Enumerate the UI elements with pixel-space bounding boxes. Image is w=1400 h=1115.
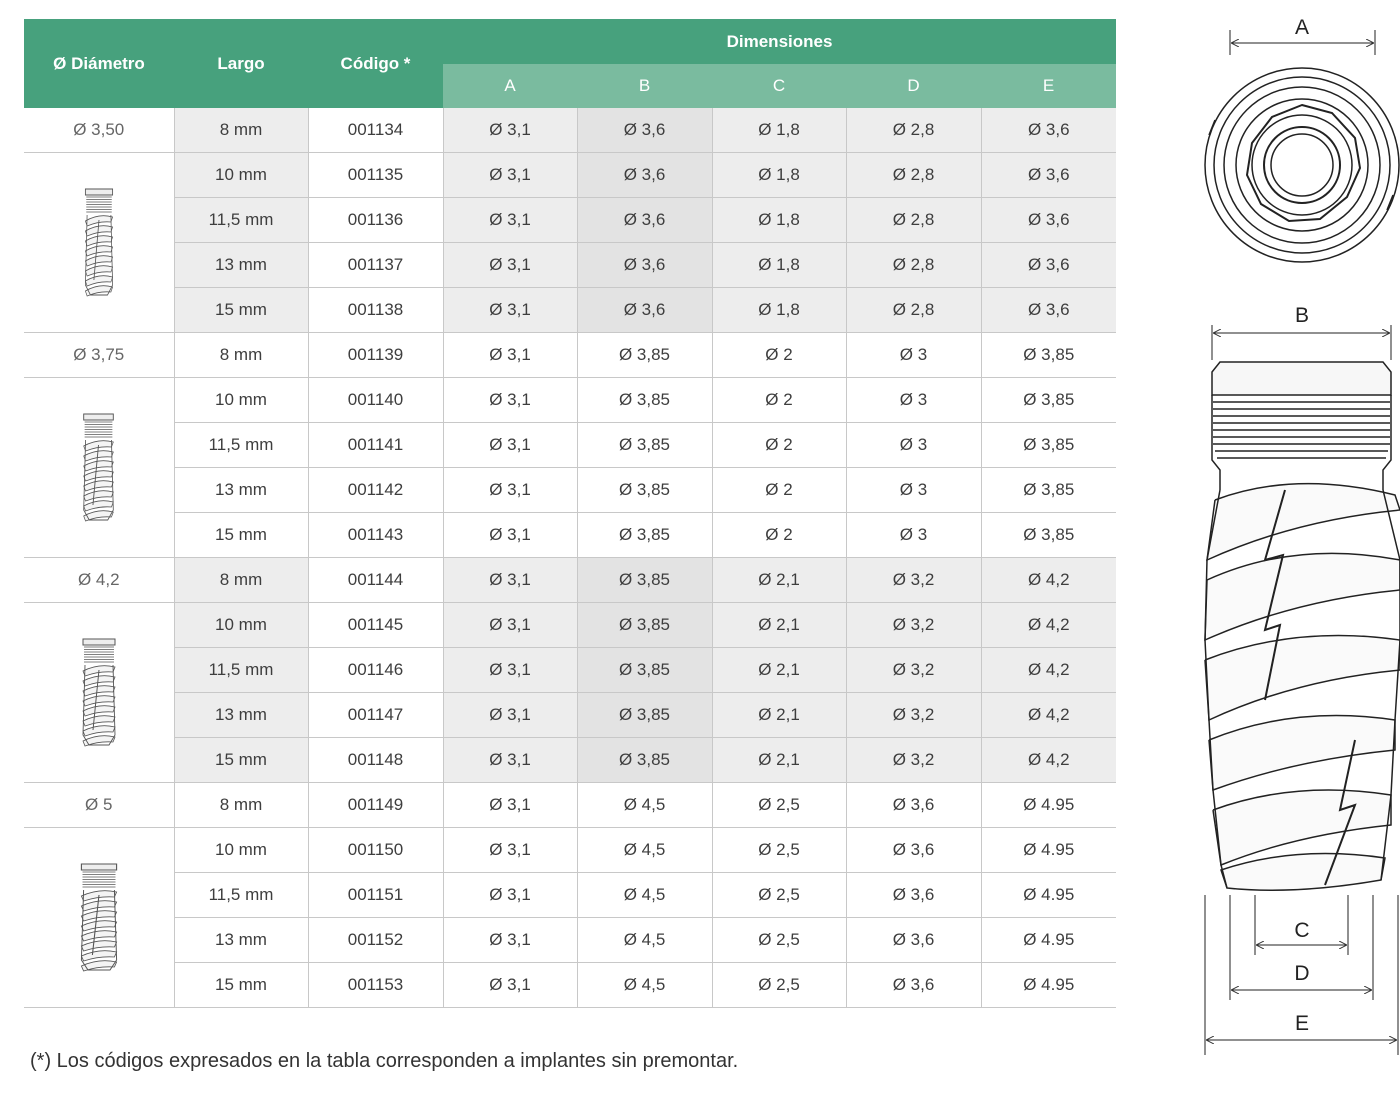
dim-e-cell: Ø 3,85: [981, 423, 1116, 468]
dim-c-cell: Ø 2,5: [712, 873, 846, 918]
table-row: [24, 468, 1116, 513]
table-row: [24, 423, 1116, 468]
implant-thumbnail-icon: [77, 860, 121, 975]
dim-c-cell: Ø 2: [712, 513, 846, 558]
dim-c-cell: Ø 1,8: [712, 243, 846, 288]
implant-top-view: [1205, 30, 1399, 262]
codigo-cell: 001149: [308, 783, 443, 828]
table-row: [24, 198, 1116, 243]
codigo-cell: 001152: [308, 918, 443, 963]
dim-e-cell: Ø 4.95: [981, 963, 1116, 1008]
dim-a-cell: Ø 3,1: [443, 918, 577, 963]
dim-c-cell: Ø 2,1: [712, 693, 846, 738]
dim-d-cell: Ø 3,6: [846, 873, 981, 918]
header-codigo: Código *: [308, 19, 443, 108]
dim-c-cell: Ø 1,8: [712, 198, 846, 243]
implant-side-view: [1205, 325, 1400, 1055]
dim-a-cell: Ø 3,1: [443, 198, 577, 243]
dim-b-cell: Ø 4,5: [577, 783, 712, 828]
header-dimensiones: Dimensiones: [443, 19, 1116, 64]
dim-b-cell: Ø 3,85: [577, 603, 712, 648]
table-row: [24, 243, 1116, 288]
dim-e-cell: Ø 4,2: [981, 558, 1116, 603]
table-row: [24, 963, 1116, 1008]
dim-d-cell: Ø 3: [846, 513, 981, 558]
dim-c-cell: Ø 2: [712, 423, 846, 468]
codigo-cell: 001138: [308, 288, 443, 333]
dim-b-cell: Ø 3,85: [577, 648, 712, 693]
dim-a-cell: Ø 3,1: [443, 828, 577, 873]
table-row: [24, 873, 1116, 918]
codigo-cell: 001146: [308, 648, 443, 693]
dim-e-cell: Ø 3,6: [981, 108, 1116, 153]
codigo-cell: 001145: [308, 603, 443, 648]
dim-d-cell: Ø 3,2: [846, 603, 981, 648]
codigo-cell: 001153: [308, 963, 443, 1008]
dim-e-cell: Ø 4,2: [981, 603, 1116, 648]
dim-b-cell: Ø 3,85: [577, 378, 712, 423]
dim-c-cell: Ø 2,1: [712, 603, 846, 648]
dim-e-cell: Ø 3,85: [981, 333, 1116, 378]
header-dim-a: A: [443, 64, 577, 108]
codigo-cell: 001142: [308, 468, 443, 513]
header-dim-d: D: [846, 64, 981, 108]
dim-d-cell: Ø 3,6: [846, 918, 981, 963]
diagram-label-d: D: [1294, 962, 1310, 985]
table-row: [24, 153, 1116, 198]
header-dim-b: B: [577, 64, 712, 108]
implant-thumbnail-cell: [24, 828, 174, 1008]
largo-cell: 8 mm: [174, 783, 308, 828]
table-row: [24, 828, 1116, 873]
codigo-cell: 001139: [308, 333, 443, 378]
largo-cell: 13 mm: [174, 918, 308, 963]
dim-a-cell: Ø 3,1: [443, 333, 577, 378]
dim-b-cell: Ø 4,5: [577, 873, 712, 918]
header-dim-e: E: [981, 64, 1116, 108]
dim-d-cell: Ø 3: [846, 378, 981, 423]
dim-a-cell: Ø 3,1: [443, 108, 577, 153]
table-row: [24, 648, 1116, 693]
dim-e-cell: Ø 4,2: [981, 693, 1116, 738]
dim-a-cell: Ø 3,1: [443, 153, 577, 198]
dim-c-cell: Ø 2,5: [712, 918, 846, 963]
dim-b-cell: Ø 4,5: [577, 918, 712, 963]
dim-b-cell: Ø 3,85: [577, 693, 712, 738]
dim-b-cell: Ø 3,85: [577, 468, 712, 513]
dim-c-cell: Ø 2: [712, 378, 846, 423]
dim-e-cell: Ø 3,85: [981, 468, 1116, 513]
dim-c-cell: Ø 2: [712, 468, 846, 513]
table-row: [24, 378, 1116, 423]
largo-cell: 8 mm: [174, 108, 308, 153]
dim-b-cell: Ø 3,85: [577, 558, 712, 603]
dim-c-cell: Ø 1,8: [712, 288, 846, 333]
largo-cell: 15 mm: [174, 738, 308, 783]
dim-b-cell: Ø 3,6: [577, 198, 712, 243]
dim-a-cell: Ø 3,1: [443, 783, 577, 828]
codigo-cell: 001143: [308, 513, 443, 558]
codigo-cell: 001140: [308, 378, 443, 423]
table-row: [24, 513, 1116, 558]
dim-c-cell: Ø 2,5: [712, 963, 846, 1008]
dim-e-cell: Ø 4.95: [981, 873, 1116, 918]
implant-spec-table: [24, 19, 1116, 1008]
dim-b-cell: Ø 3,6: [577, 243, 712, 288]
largo-cell: 11,5 mm: [174, 873, 308, 918]
dim-e-cell: Ø 4.95: [981, 783, 1116, 828]
dim-e-cell: Ø 4.95: [981, 828, 1116, 873]
dim-b-cell: Ø 3,6: [577, 153, 712, 198]
dim-b-cell: Ø 3,85: [577, 513, 712, 558]
codigo-cell: 001134: [308, 108, 443, 153]
dim-c-cell: Ø 2: [712, 333, 846, 378]
dim-b-cell: Ø 3,6: [577, 108, 712, 153]
codigo-cell: 001151: [308, 873, 443, 918]
dim-b-cell: Ø 3,6: [577, 288, 712, 333]
dim-d-cell: Ø 3,6: [846, 783, 981, 828]
dim-e-cell: Ø 3,6: [981, 243, 1116, 288]
largo-cell: 15 mm: [174, 288, 308, 333]
dim-a-cell: Ø 3,1: [443, 963, 577, 1008]
dim-d-cell: Ø 3,2: [846, 693, 981, 738]
header-largo: Largo: [174, 19, 308, 108]
table-row: [24, 333, 1116, 378]
largo-cell: 10 mm: [174, 603, 308, 648]
largo-cell: 13 mm: [174, 468, 308, 513]
dim-d-cell: Ø 3: [846, 468, 981, 513]
dim-d-cell: Ø 2,8: [846, 243, 981, 288]
dim-e-cell: Ø 3,6: [981, 198, 1116, 243]
dim-d-cell: Ø 2,8: [846, 153, 981, 198]
dim-d-cell: Ø 3,2: [846, 738, 981, 783]
implant-dimension-diagram: [1195, 0, 1400, 1115]
dim-a-cell: Ø 3,1: [443, 648, 577, 693]
implant-thumbnail-icon: [82, 185, 116, 300]
codigo-cell: 001137: [308, 243, 443, 288]
largo-cell: 13 mm: [174, 693, 308, 738]
table-row: [24, 738, 1116, 783]
implant-thumbnail-cell: [24, 153, 174, 333]
header-diametro: Ø Diámetro: [24, 19, 174, 108]
table-row: [24, 918, 1116, 963]
dim-e-cell: Ø 4,2: [981, 648, 1116, 693]
dim-c-cell: Ø 2,1: [712, 738, 846, 783]
diameter-cell: Ø 4,2: [24, 558, 174, 603]
table-row: [24, 108, 1116, 153]
diagram-label-c: C: [1294, 919, 1310, 942]
largo-cell: 15 mm: [174, 513, 308, 558]
largo-cell: 11,5 mm: [174, 198, 308, 243]
diameter-cell: Ø 5: [24, 783, 174, 828]
implant-thumbnail-cell: [24, 603, 174, 783]
largo-cell: 11,5 mm: [174, 648, 308, 693]
table-body: [24, 108, 1116, 1008]
codigo-cell: 001150: [308, 828, 443, 873]
dim-b-cell: Ø 4,5: [577, 828, 712, 873]
diameter-cell: Ø 3,50: [24, 108, 174, 153]
dim-a-cell: Ø 3,1: [443, 738, 577, 783]
dim-d-cell: Ø 3: [846, 423, 981, 468]
dim-c-cell: Ø 1,8: [712, 153, 846, 198]
table-row: [24, 783, 1116, 828]
codigo-cell: 001148: [308, 738, 443, 783]
dim-e-cell: Ø 3,85: [981, 513, 1116, 558]
diagram-label-a: A: [1294, 16, 1310, 39]
dim-c-cell: Ø 2,5: [712, 828, 846, 873]
dim-e-cell: Ø 3,6: [981, 153, 1116, 198]
dim-b-cell: Ø 4,5: [577, 963, 712, 1008]
dim-d-cell: Ø 3,2: [846, 648, 981, 693]
dim-c-cell: Ø 2,1: [712, 558, 846, 603]
implant-thumbnail-icon: [79, 635, 119, 750]
dim-b-cell: Ø 3,85: [577, 423, 712, 468]
largo-cell: 11,5 mm: [174, 423, 308, 468]
dim-c-cell: Ø 2,5: [712, 783, 846, 828]
largo-cell: 15 mm: [174, 963, 308, 1008]
codigo-cell: 001136: [308, 198, 443, 243]
dim-a-cell: Ø 3,1: [443, 513, 577, 558]
table-row: [24, 288, 1116, 333]
dim-e-cell: Ø 4.95: [981, 918, 1116, 963]
dim-e-cell: Ø 3,85: [981, 378, 1116, 423]
implant-thumbnail-cell: [24, 378, 174, 558]
dim-b-cell: Ø 3,85: [577, 333, 712, 378]
dim-a-cell: Ø 3,1: [443, 603, 577, 648]
diagram-label-b: B: [1294, 304, 1310, 327]
dim-d-cell: Ø 3,6: [846, 963, 981, 1008]
header-dim-c: C: [712, 64, 846, 108]
largo-cell: 10 mm: [174, 153, 308, 198]
dim-a-cell: Ø 3,1: [443, 873, 577, 918]
dim-c-cell: Ø 1,8: [712, 108, 846, 153]
dim-e-cell: Ø 4,2: [981, 738, 1116, 783]
dim-d-cell: Ø 2,8: [846, 198, 981, 243]
codigo-cell: 001144: [308, 558, 443, 603]
footnote: (*) Los códigos expresados en la tabla corresponden a implantes sin premontar.: [30, 1050, 739, 1072]
dim-a-cell: Ø 3,1: [443, 378, 577, 423]
codigo-cell: 001141: [308, 423, 443, 468]
dim-a-cell: Ø 3,1: [443, 243, 577, 288]
largo-cell: 13 mm: [174, 243, 308, 288]
table-row: [24, 558, 1116, 603]
dim-d-cell: Ø 2,8: [846, 288, 981, 333]
table-row: [24, 603, 1116, 648]
dim-b-cell: Ø 3,85: [577, 738, 712, 783]
dim-a-cell: Ø 3,1: [443, 693, 577, 738]
dim-e-cell: Ø 3,6: [981, 288, 1116, 333]
dim-a-cell: Ø 3,1: [443, 288, 577, 333]
dim-a-cell: Ø 3,1: [443, 423, 577, 468]
implant-thumbnail-icon: [80, 410, 117, 525]
dim-a-cell: Ø 3,1: [443, 468, 577, 513]
largo-cell: 8 mm: [174, 558, 308, 603]
diameter-cell: Ø 3,75: [24, 333, 174, 378]
dim-d-cell: Ø 3,6: [846, 828, 981, 873]
largo-cell: 10 mm: [174, 378, 308, 423]
table-row: [24, 693, 1116, 738]
dim-a-cell: Ø 3,1: [443, 558, 577, 603]
diagram-label-e: E: [1294, 1012, 1310, 1035]
largo-cell: 10 mm: [174, 828, 308, 873]
codigo-cell: 001147: [308, 693, 443, 738]
dim-d-cell: Ø 2,8: [846, 108, 981, 153]
largo-cell: 8 mm: [174, 333, 308, 378]
dim-d-cell: Ø 3,2: [846, 558, 981, 603]
codigo-cell: 001135: [308, 153, 443, 198]
dim-c-cell: Ø 2,1: [712, 648, 846, 693]
dim-d-cell: Ø 3: [846, 333, 981, 378]
